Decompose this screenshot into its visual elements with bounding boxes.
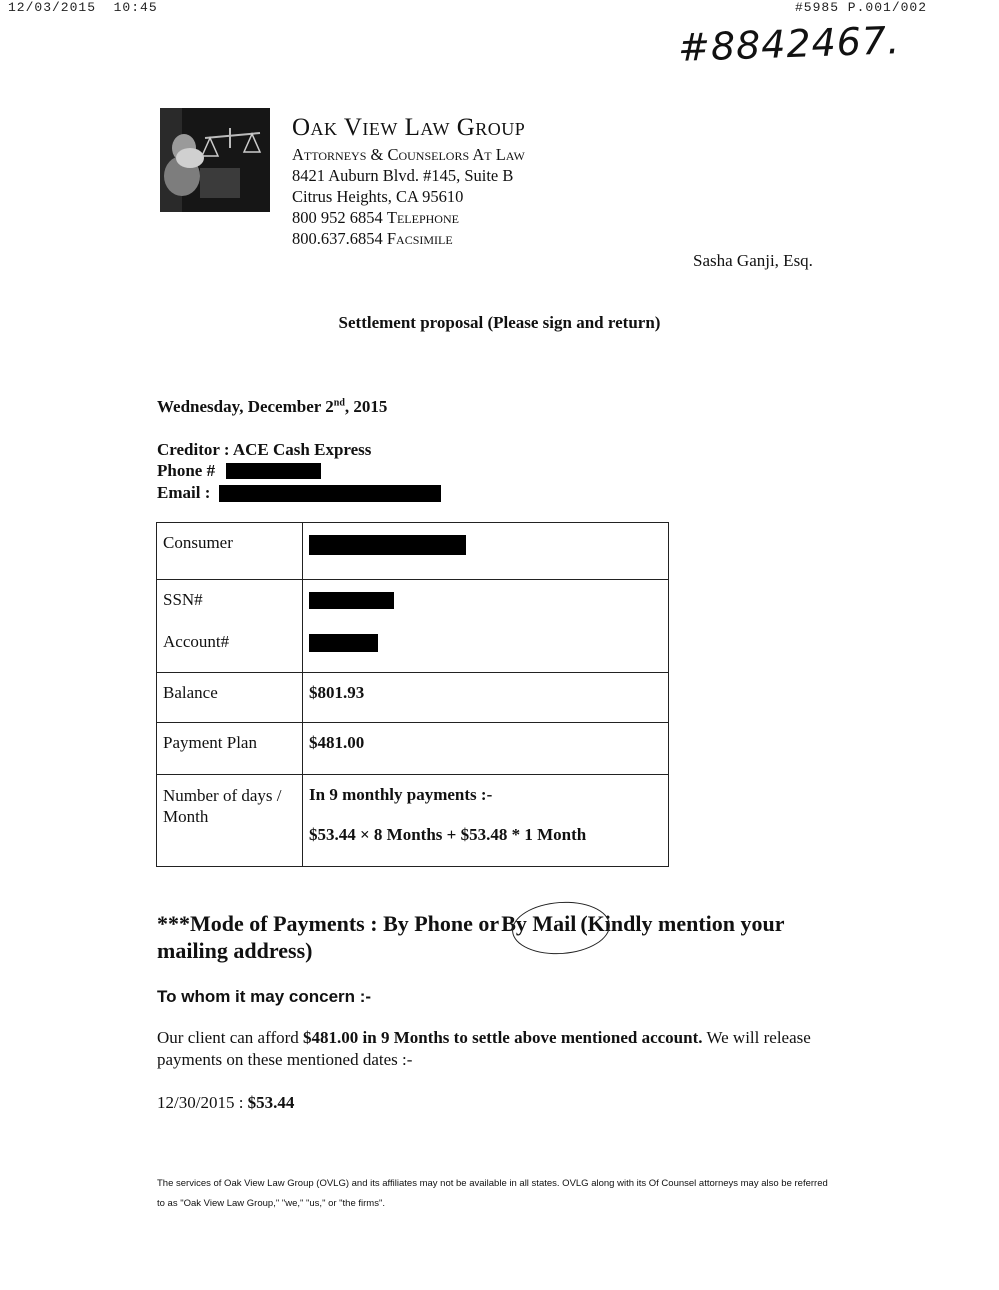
mode-circled: By Mail: [501, 911, 577, 936]
footer-disclaimer: The services of Oak View Law Group (OVLG) and its affiliates may not be available in all states. OVLG along with its Of Counsel attorneys may also be referred to as "Oak View Law Group," "we," "us," or "the firms".: [157, 1178, 828, 1209]
firm-address-line2: Citrus Heights, CA 95610: [292, 187, 464, 206]
table-row: [157, 580, 669, 673]
letter-date-main: Wednesday, December 2: [157, 397, 334, 416]
payment-amount: $53.44: [247, 1093, 295, 1112]
letter-date-suffix: nd: [333, 397, 345, 409]
redacted-ssn: [309, 592, 394, 609]
redacted-phone: [226, 463, 321, 479]
redacted-email: [219, 485, 441, 502]
consumer-label: Consumer: [157, 523, 303, 580]
fax-label: Facsimile: [386, 229, 453, 248]
body-intro: Our client can afford: [157, 1028, 304, 1047]
days-label: Number of days / Month: [157, 775, 303, 867]
firm-name: Oak View Law Group: [292, 114, 526, 141]
mode-part2: (Kindly mention your mailing address): [157, 911, 785, 963]
creditor-email-label: Email :: [157, 483, 211, 502]
body-paragraph: [157, 1027, 837, 1071]
letter-date-year: , 2015: [344, 397, 388, 416]
fax-date: 12/03/2015: [8, 0, 97, 15]
body-rest: We will release payments on these mentioned dates :-: [157, 1028, 811, 1069]
table-row: [157, 775, 669, 867]
creditor-phone-label: Phone #: [157, 461, 216, 480]
firm-fax: [292, 228, 453, 249]
salutation: To whom it may concern :-: [157, 987, 372, 1006]
firm-logo-image: [160, 108, 270, 212]
fax-page-ref: #5985 P.001/002: [795, 0, 928, 15]
ssn-account-values: [303, 580, 669, 673]
payment-date-line: [157, 1093, 294, 1113]
payment-date: 12/30/2015 :: [157, 1093, 248, 1112]
days-value: [303, 775, 669, 867]
phone-number: 800 952 6854: [292, 208, 383, 227]
body-bold: $481.00 in 9 Months to settle above mentioned account.: [303, 1028, 703, 1047]
fax-number: 800.637.6854: [292, 229, 383, 248]
ssn-label: SSN#: [163, 590, 203, 609]
firm-address-line1: 8421 Auburn Blvd. #145, Suite B: [292, 166, 514, 185]
payment-plan-value: $481.00: [303, 723, 669, 775]
account-label: Account#: [163, 632, 230, 651]
balance-value: $801.93: [303, 673, 669, 723]
mode-part1: ***Mode of Payments : By Phone or: [157, 911, 500, 936]
balance-label: Balance: [157, 673, 303, 723]
creditor-line: Creditor : ACE Cash Express: [157, 440, 372, 459]
table-row: [157, 523, 669, 580]
phone-label: Telephone: [386, 208, 459, 227]
fax-header-datetime: [8, 0, 158, 15]
attorney-name: Sasha Ganji, Esq.: [693, 251, 813, 270]
fax-time: 10:45: [113, 0, 158, 15]
consumer-value: [303, 523, 669, 580]
settlement-table: [156, 522, 669, 867]
firm-phone: [292, 207, 459, 228]
days-value-line2: $53.44 × 8 Months + $53.48 * 1 Month: [309, 825, 587, 844]
document-title: Settlement proposal (Please sign and return): [338, 313, 661, 332]
table-row: [157, 723, 669, 775]
ssn-account-labels: [157, 580, 303, 673]
days-value-line1: In 9 monthly payments :-: [309, 785, 493, 804]
mode-of-payments: [157, 910, 837, 964]
payment-plan-label: Payment Plan: [157, 723, 303, 775]
table-row: [157, 673, 669, 723]
redacted-account: [309, 634, 378, 652]
handwritten-number: #8842467.: [677, 18, 901, 70]
redacted-consumer: [309, 535, 466, 555]
letter-date: [157, 397, 387, 417]
firm-tagline: Attorneys & Counselors At Law: [292, 145, 525, 164]
